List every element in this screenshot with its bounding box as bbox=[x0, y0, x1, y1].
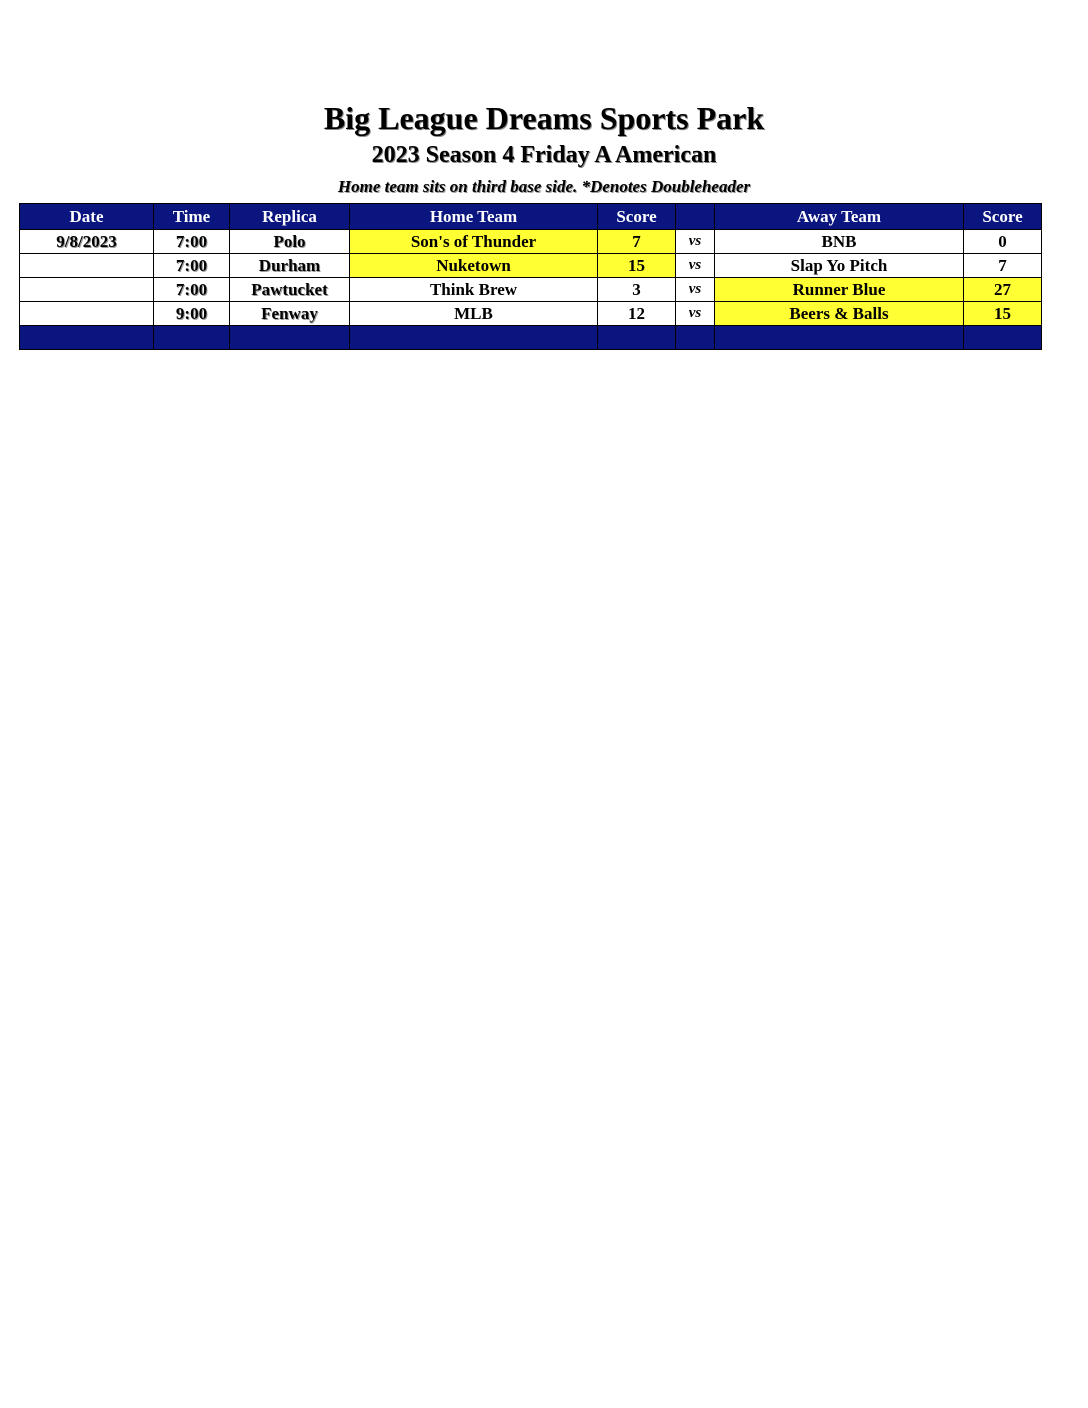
cell-vs: vs bbox=[676, 278, 715, 302]
column-header-away-score: Score bbox=[964, 204, 1042, 230]
footer-cell bbox=[350, 326, 598, 350]
column-header-home-team: Home Team bbox=[350, 204, 598, 230]
footer-cell bbox=[230, 326, 350, 350]
footer-cell bbox=[20, 326, 154, 350]
cell-replica: Fenway bbox=[230, 302, 350, 326]
cell-date bbox=[20, 254, 154, 278]
cell-replica: Polo bbox=[230, 230, 350, 254]
table-row bbox=[20, 254, 1042, 278]
footer-cell bbox=[676, 326, 715, 350]
table-footer-row bbox=[20, 326, 1042, 350]
cell-home-score: 12 bbox=[598, 302, 676, 326]
column-header-date: Date bbox=[20, 204, 154, 230]
cell-home-team: Nuketown bbox=[350, 254, 598, 278]
cell-vs: vs bbox=[676, 230, 715, 254]
column-header-vs bbox=[676, 204, 715, 230]
page-title: Big League Dreams Sports Park bbox=[323, 100, 765, 136]
cell-home-team: Son's of Thunder bbox=[350, 230, 598, 254]
column-header-replica: Replica bbox=[230, 204, 350, 230]
cell-home-team: Think Brew bbox=[350, 278, 598, 302]
footer-cell bbox=[715, 326, 964, 350]
cell-date bbox=[20, 278, 154, 302]
cell-away-score: 7 bbox=[964, 254, 1042, 278]
cell-vs: vs bbox=[676, 302, 715, 326]
cell-away-score: 0 bbox=[964, 230, 1042, 254]
cell-home-score: 15 bbox=[598, 254, 676, 278]
cell-replica: Durham bbox=[230, 254, 350, 278]
table-row bbox=[20, 230, 1042, 254]
cell-time: 7:00 bbox=[154, 278, 230, 302]
footer-cell bbox=[964, 326, 1042, 350]
cell-away-team: Slap Yo Pitch bbox=[715, 254, 964, 278]
cell-away-score: 27 bbox=[964, 278, 1042, 302]
footer-cell bbox=[154, 326, 230, 350]
cell-date bbox=[20, 302, 154, 326]
schedule-table bbox=[19, 203, 1042, 350]
column-header-time: Time bbox=[154, 204, 230, 230]
cell-away-team: BNB bbox=[715, 230, 964, 254]
cell-replica: Pawtucket bbox=[230, 278, 350, 302]
cell-time: 7:00 bbox=[154, 254, 230, 278]
cell-date: 9/8/2023 bbox=[20, 230, 154, 254]
column-header-away-team: Away Team bbox=[715, 204, 964, 230]
table-row bbox=[20, 278, 1042, 302]
page-subtitle: 2023 Season 4 Friday A American bbox=[371, 142, 717, 168]
cell-time: 7:00 bbox=[154, 230, 230, 254]
cell-away-score: 15 bbox=[964, 302, 1042, 326]
cell-home-score: 7 bbox=[598, 230, 676, 254]
cell-away-team: Runner Blue bbox=[715, 278, 964, 302]
cell-time: 9:00 bbox=[154, 302, 230, 326]
table-header-row bbox=[20, 204, 1042, 230]
cell-away-team: Beers & Balls bbox=[715, 302, 964, 326]
column-header-home-score: Score bbox=[598, 204, 676, 230]
cell-home-score: 3 bbox=[598, 278, 676, 302]
footer-cell bbox=[598, 326, 676, 350]
cell-vs: vs bbox=[676, 254, 715, 278]
doubleheader-note: Home team sits on third base side. *Denotes Doubleheader bbox=[337, 177, 751, 196]
cell-home-team: MLB bbox=[350, 302, 598, 326]
table-row bbox=[20, 302, 1042, 326]
